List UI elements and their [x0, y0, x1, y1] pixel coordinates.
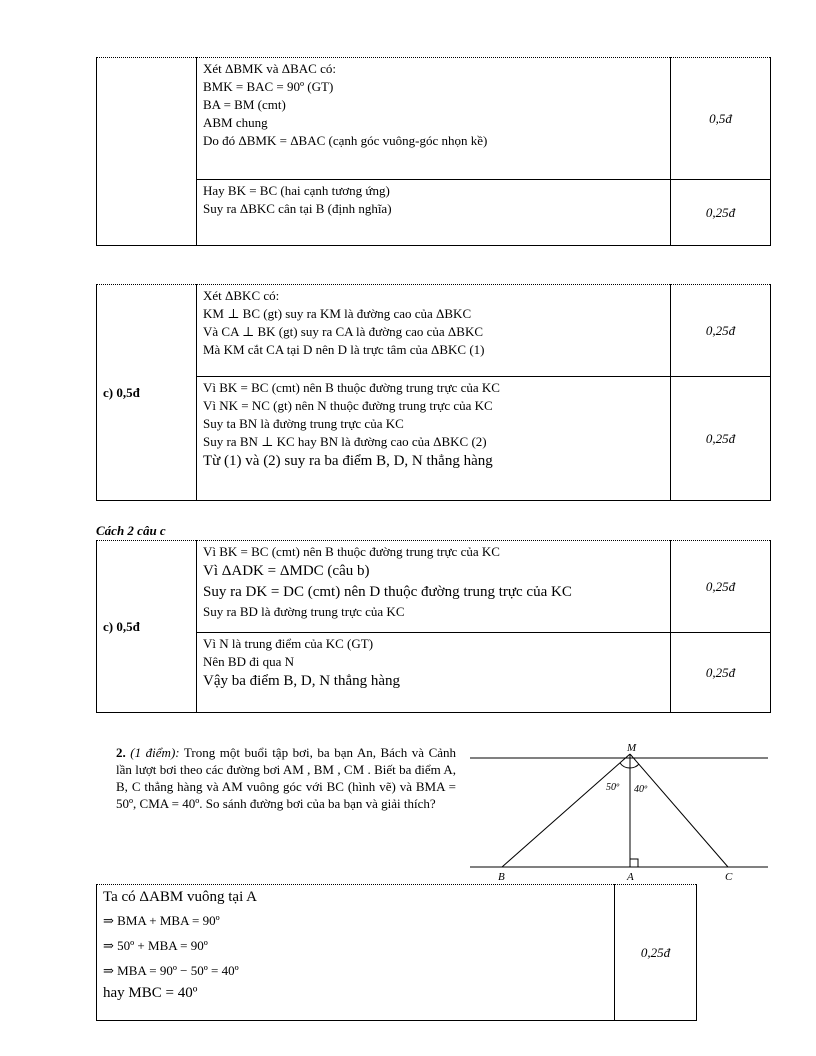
solution-table-2: [96, 284, 771, 501]
step-cell: [97, 885, 615, 1021]
step-line: Suy ra ΔBKC cân tại B (định nghĩa): [203, 201, 392, 216]
segment-mb: [502, 754, 630, 867]
step-line: Vì BK = BC (cmt) nên B thuộc đường trung trực của KC: [203, 380, 500, 395]
step-line: Vì N là trung điểm của KC (GT): [203, 636, 374, 651]
right-angle-mark: [630, 859, 638, 867]
segment-mc: [630, 754, 728, 867]
step-line: Ta có ΔABM vuông tại A: [103, 889, 257, 905]
step-cell: [197, 633, 671, 713]
step-cell: [197, 58, 671, 180]
step-line: ⇒ 50º + MBA = 90º: [103, 938, 208, 953]
step-line: Do đó ΔBMK = ΔBAC (cạnh góc vuông-góc nhọn kề): [203, 133, 488, 148]
angle-label-left: 50º: [606, 782, 620, 793]
solution-table-4: [96, 884, 697, 1021]
problem-2-statement: [116, 744, 456, 812]
label-b: B: [498, 871, 505, 883]
problem-text: Trong một buổi tập bơi, ba bạn An, Bách và Cảnh lần lượt bơi theo các đường bơi AM , BM , CM . Biết ba điểm A, B, C thẳng hàng và AM vuông góc với BC (hình vẽ) và BMA = 50º, CMA = 40º. So sánh đường bơi của ba bạn và giải thích?: [116, 745, 457, 811]
problem-points: (1 điểm):: [130, 745, 180, 760]
step-line: ⇒ BMA + MBA = 90º: [103, 913, 220, 928]
step-line: Vì BK = BC (cmt) nên B thuộc đường trung trực của KC: [203, 544, 500, 559]
step-line: Suy ta BN là đường trung trực của KC: [203, 416, 404, 431]
points-cell: 0,25đ: [671, 285, 771, 377]
angle-arc-right: [630, 764, 639, 768]
step-cell: [197, 541, 671, 633]
step-cell: [197, 285, 671, 377]
step-cell: [197, 180, 671, 246]
step-line: Xét ΔBMK và ΔBAC có:: [203, 61, 336, 76]
step-line: Suy ra DK = DC (cmt) nên D thuộc đường trung trực của KC: [203, 584, 572, 600]
blank-label-cell: [97, 58, 197, 246]
angle-arc-left: [620, 763, 630, 768]
step-line: Nên BD đi qua N: [203, 654, 294, 669]
step-line: Suy ra BD là đường trung trực của KC: [203, 604, 405, 619]
step-line: ⇒ MBA = 90º − 50º = 40º: [103, 963, 239, 978]
step-line: Hay BK = BC (hai cạnh tương ứng): [203, 183, 390, 198]
points-cell: 0,25đ: [671, 541, 771, 633]
step-line: Mà KM cắt CA tại D nên D là trực tâm của ΔBKC (1): [203, 342, 485, 357]
points-cell: 0,25đ: [671, 180, 771, 246]
points-cell: 0,25đ: [671, 377, 771, 501]
points-cell: 0,25đ: [615, 885, 697, 1021]
step-line: Vì NK = NC (gt) nên N thuộc đường trung trực của KC: [203, 398, 493, 413]
step-line: Vì ΔADK = ΔMDC (câu b): [203, 563, 370, 579]
step-line: BA = BM (cmt): [203, 97, 286, 112]
triangle-figure: [470, 738, 770, 883]
step-line: Xét ΔBKC có:: [203, 288, 280, 303]
label-a: A: [627, 871, 634, 883]
step-line: Suy ra BN ⊥ KC hay BN là đường cao của ΔBKC (2): [203, 434, 487, 449]
angle-label-right: 40º: [634, 784, 648, 795]
step-line: hay MBC = 40º: [103, 985, 198, 1001]
step-line: Vậy ba điểm B, D, N thẳng hàng: [203, 673, 401, 689]
points-cell: 0,25đ: [671, 633, 771, 713]
label-c: C: [725, 871, 733, 883]
solution-table-3: [96, 540, 771, 713]
step-cell: [197, 377, 671, 501]
points-cell: 0,5đ: [671, 58, 771, 180]
step-line: Và CA ⊥ BK (gt) suy ra CA là đường cao của ΔBKC: [203, 324, 484, 339]
alt-method-caption: Cách 2 câu c: [96, 523, 166, 538]
part-label: c) 0,5đ: [97, 285, 197, 501]
step-line: KM ⊥ BC (gt) suy ra KM là đường cao của ΔBKC: [203, 306, 472, 321]
label-m: M: [627, 742, 637, 754]
step-line: ABM chung: [203, 115, 268, 130]
problem-number: 2.: [116, 745, 126, 760]
step-line: BMK = BAC = 90º (GT): [203, 79, 334, 94]
part-label: c) 0,5đ: [97, 541, 197, 713]
step-line: Từ (1) và (2) suy ra ba điểm B, D, N thẳng hàng: [203, 453, 493, 469]
solution-table-1: [96, 57, 771, 246]
